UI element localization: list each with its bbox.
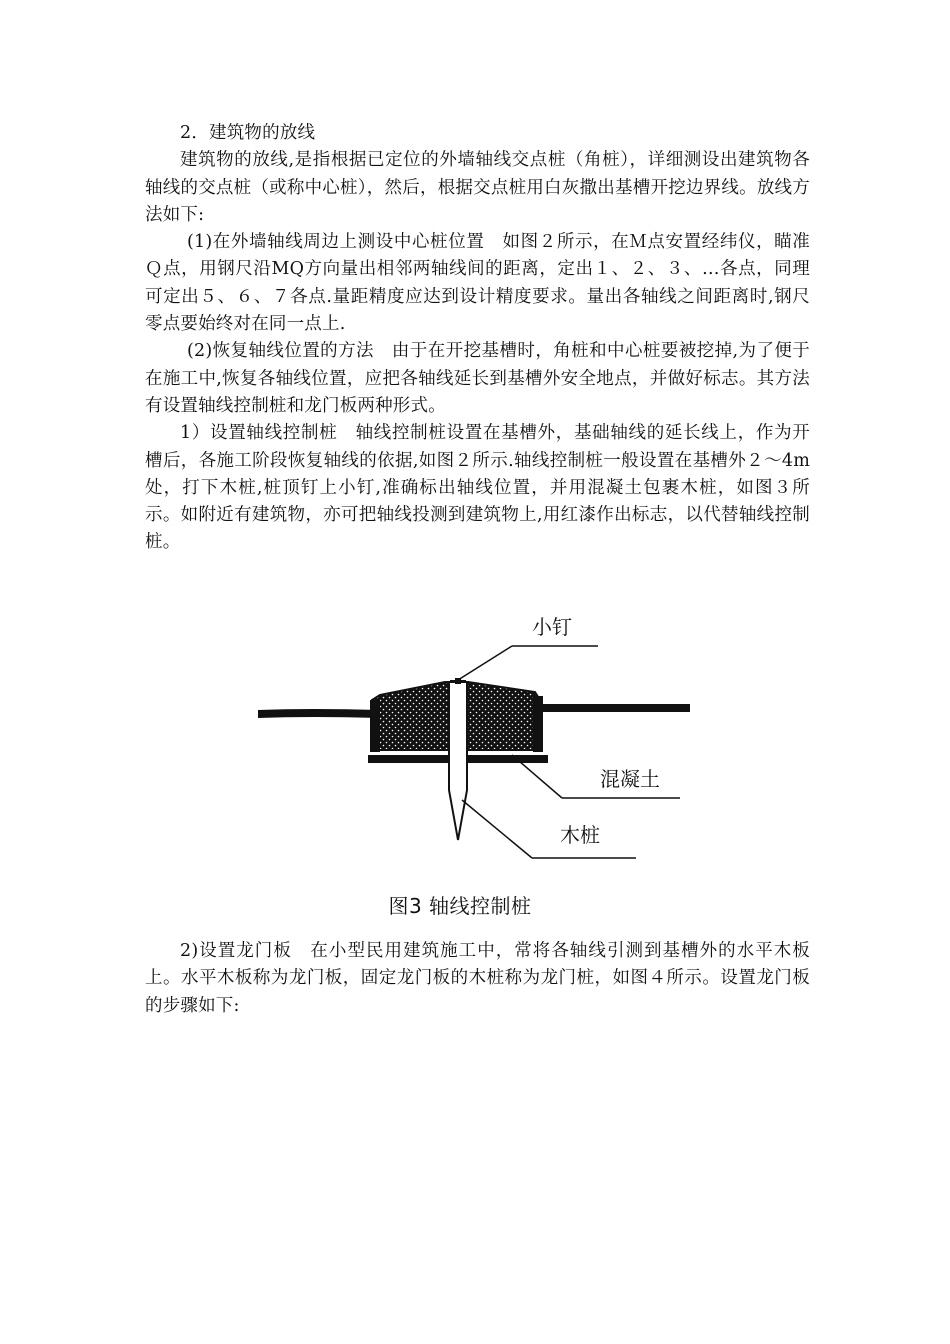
label-concrete: 混凝土 bbox=[600, 767, 660, 791]
label-stake: 木桩 bbox=[560, 823, 600, 847]
paragraph-sub-2: 2)设置龙门板 在小型民用建筑施工中，常将各轴线引测到基槽外的水平木板上。水平木板称为龙门板，固定龙门板的木桩称为龙门桩，如图４所示。设置龙门板的步骤如下: bbox=[145, 941, 810, 1016]
leader-nail bbox=[458, 646, 512, 680]
paragraph-sub-1: 1）设置轴线控制桩 轴线控制桩设置在基槽外，基础轴线的延长线上，作为开槽后，各施工阶段恢复轴线的依据,如图２所示.轴线控制桩一般设置在基槽外２～4m处，打下木桩,桩顶钉上小钉,准确标出轴线位置，并用混凝土包裹木桩，如图３所示。如附近有建筑物，亦可把轴线投测到建筑物上,用红漆作出标志，以代替轴线控制桩。 bbox=[145, 423, 810, 553]
stake-diagram bbox=[250, 600, 700, 870]
leader-stake bbox=[462, 800, 532, 858]
paragraph-intro: 建筑物的放线,是指根据已定位的外墙轴线交点桩（角桩），详细测设出建筑物各轴线的交点桩（或称中心桩），然后，根据交点桩用白灰撒出基槽开挖边界线。放线方法如下: bbox=[145, 150, 810, 225]
concrete-wall-left bbox=[370, 700, 380, 752]
paragraph-item-1: (1)在外墙轴线周边上测设中心桩位置 如图２所示，在Ｍ点安置经纬仪，瞄准Ｑ点，用钢尺沿MQ方向量出相邻两轴线间的距离，定出１、２、３、…各点，同理可定出５、６、７各点.量距精度应达到设计精度要求。量出各轴线之间距离时,钢尺零点要始终对在同一点上. bbox=[145, 232, 810, 335]
body-text-upper bbox=[145, 120, 810, 557]
section-heading: 2．建筑物的放线 bbox=[180, 123, 316, 143]
figure-axis-control-stake bbox=[250, 600, 700, 870]
body-text-lower bbox=[145, 938, 810, 1020]
paragraph-item-2: (2)恢复轴线位置的方法 由于在开挖基槽时，角桩和中心桩要被挖掉,为了便于在施工中,恢复各轴线位置，应把各轴线延长到基槽外安全地点，并做好标志。其方法有设置轴线控制桩和龙门板两种形式。 bbox=[145, 341, 810, 416]
ground-line-right bbox=[540, 704, 690, 712]
ground-line-left bbox=[258, 709, 380, 718]
label-nail: 小钉 bbox=[532, 615, 572, 639]
figure-caption: 图3 轴线控制桩 bbox=[388, 894, 532, 918]
concrete-wall-right bbox=[533, 696, 543, 752]
wooden-stake bbox=[449, 682, 467, 840]
